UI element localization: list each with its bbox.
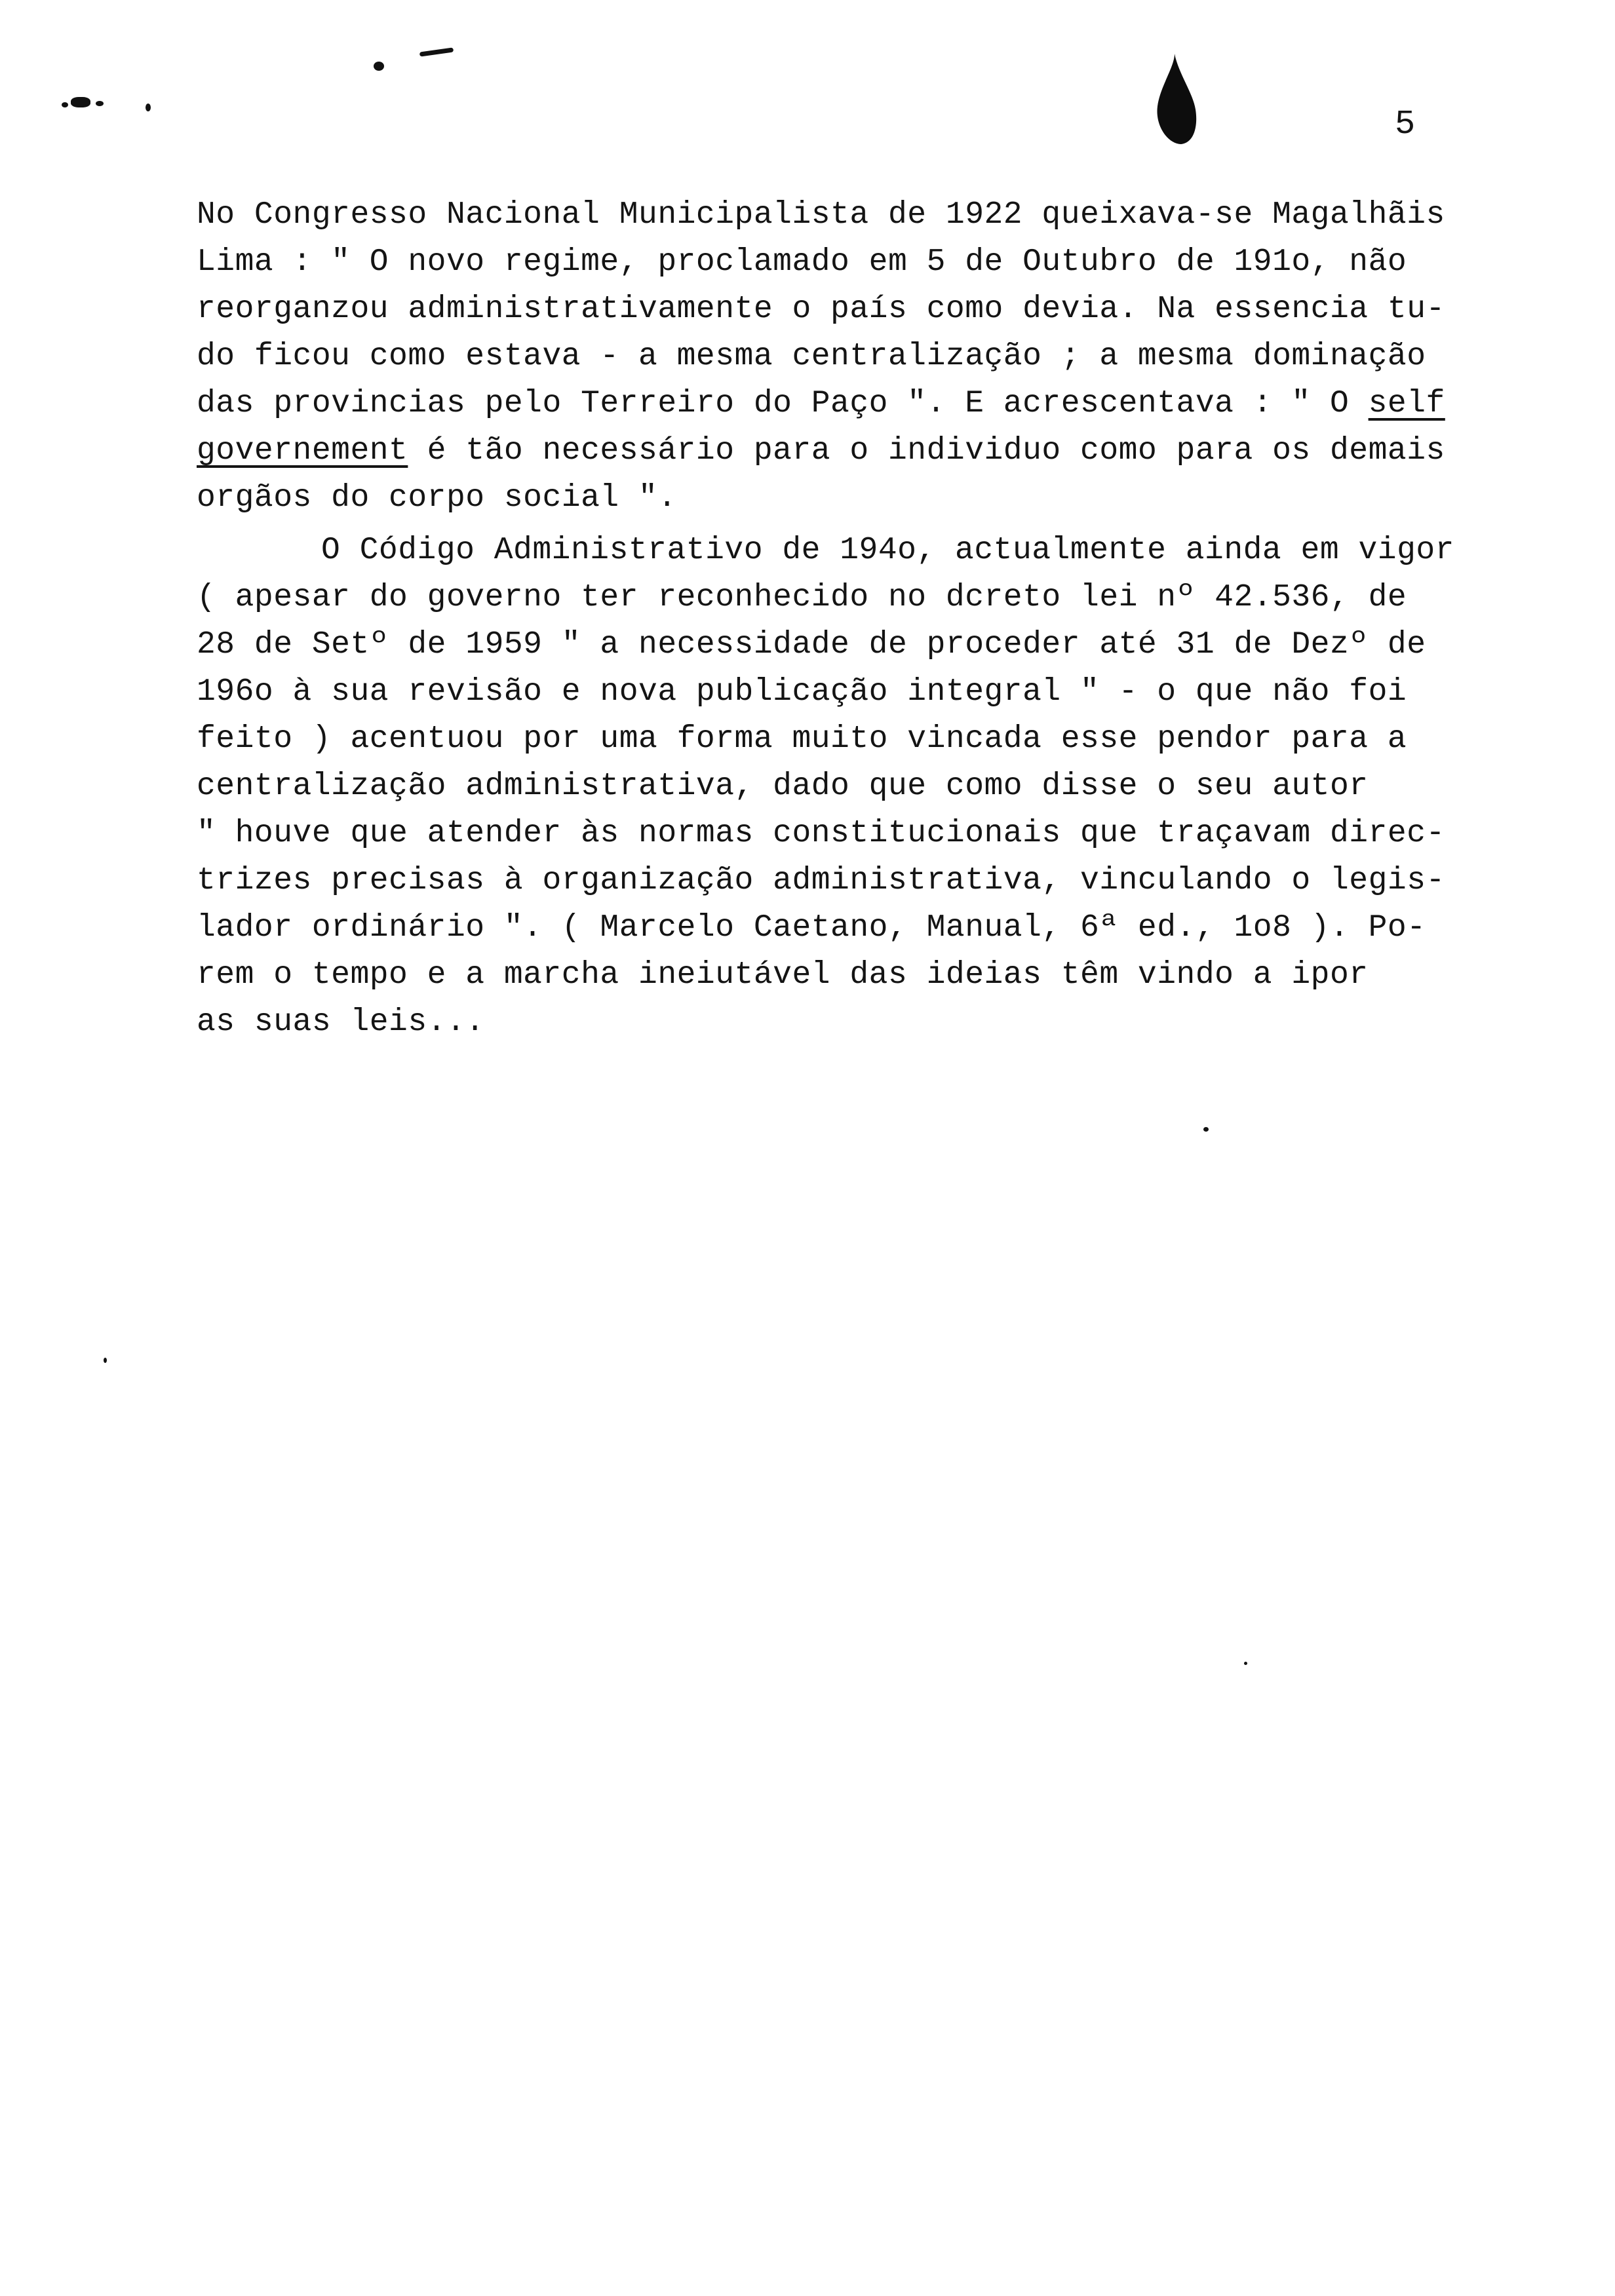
page-number: 5 [1395, 105, 1416, 144]
text-line: " houve que atender às normas constitucionais que traçavam direc- [197, 816, 1445, 851]
text-line: O Código Administrativo de 194o, actualmente ainda em vigor [321, 533, 1454, 568]
scan-speck [62, 102, 68, 107]
text-line: as suas leis... [197, 1004, 485, 1040]
scan-speck [419, 47, 454, 56]
scan-speck [96, 101, 104, 106]
scan-speck [374, 62, 384, 71]
paragraph [197, 191, 1534, 522]
text-line: lador ordinário ". ( Marcelo Caetano, Manual, 6ª ed., 1o8 ). Po- [197, 910, 1426, 946]
scan-speck [1203, 1127, 1209, 1132]
text-line: Lima : " O novo regime, proclamado em 5 de Outubro de 191o, não [197, 244, 1407, 280]
underlined-term: governement [197, 433, 408, 469]
text-line [197, 380, 1534, 427]
text-line: trizes precisas à organização administrativa, vinculando o legis- [197, 863, 1445, 898]
text-segment: das provincias pelo Terreiro do Paço ". E acrescentava : " O [197, 386, 1369, 421]
text-line: feito ) acentuou por uma forma muito vincada esse pendor para a [197, 721, 1407, 757]
text-line: 28 de Setº de 1959 " a necessidade de proceder até 31 de Dezº de [197, 627, 1426, 662]
text-line: rem o tempo e a marcha ineiutável das ideias têm vindo a ipor [197, 957, 1369, 993]
scan-speck [104, 1358, 107, 1363]
text-line [197, 427, 1534, 474]
underlined-term: self [1368, 386, 1445, 421]
scan-speck [146, 104, 151, 111]
ink-blot-mark [1155, 54, 1198, 145]
text-line: No Congresso Nacional Municipalista de 1922 queixava-se Magalhãis [197, 197, 1445, 233]
text-line: ( apesar do governo ter reconhecido no dcreto lei nº 42.536, de [197, 580, 1407, 615]
text-line: centralização administrativa, dado que como disse o seu autor [197, 769, 1369, 804]
text-line: reorganzou administrativamente o país como devia. Na essencia tu- [197, 292, 1445, 327]
text-segment: é tão necessário para o individuo como para os demais [408, 433, 1445, 469]
text-line: 196o à sua revisão e nova publicação integral " - o que não foi [197, 674, 1407, 710]
paragraph [197, 527, 1534, 1046]
text-line: do ficou como estava - a mesma centralização ; a mesma dominação [197, 339, 1426, 374]
scan-speck [1244, 1662, 1247, 1665]
text-line: orgãos do corpo social ". [197, 480, 677, 516]
scan-speck [71, 97, 90, 107]
body-text [197, 191, 1534, 1046]
